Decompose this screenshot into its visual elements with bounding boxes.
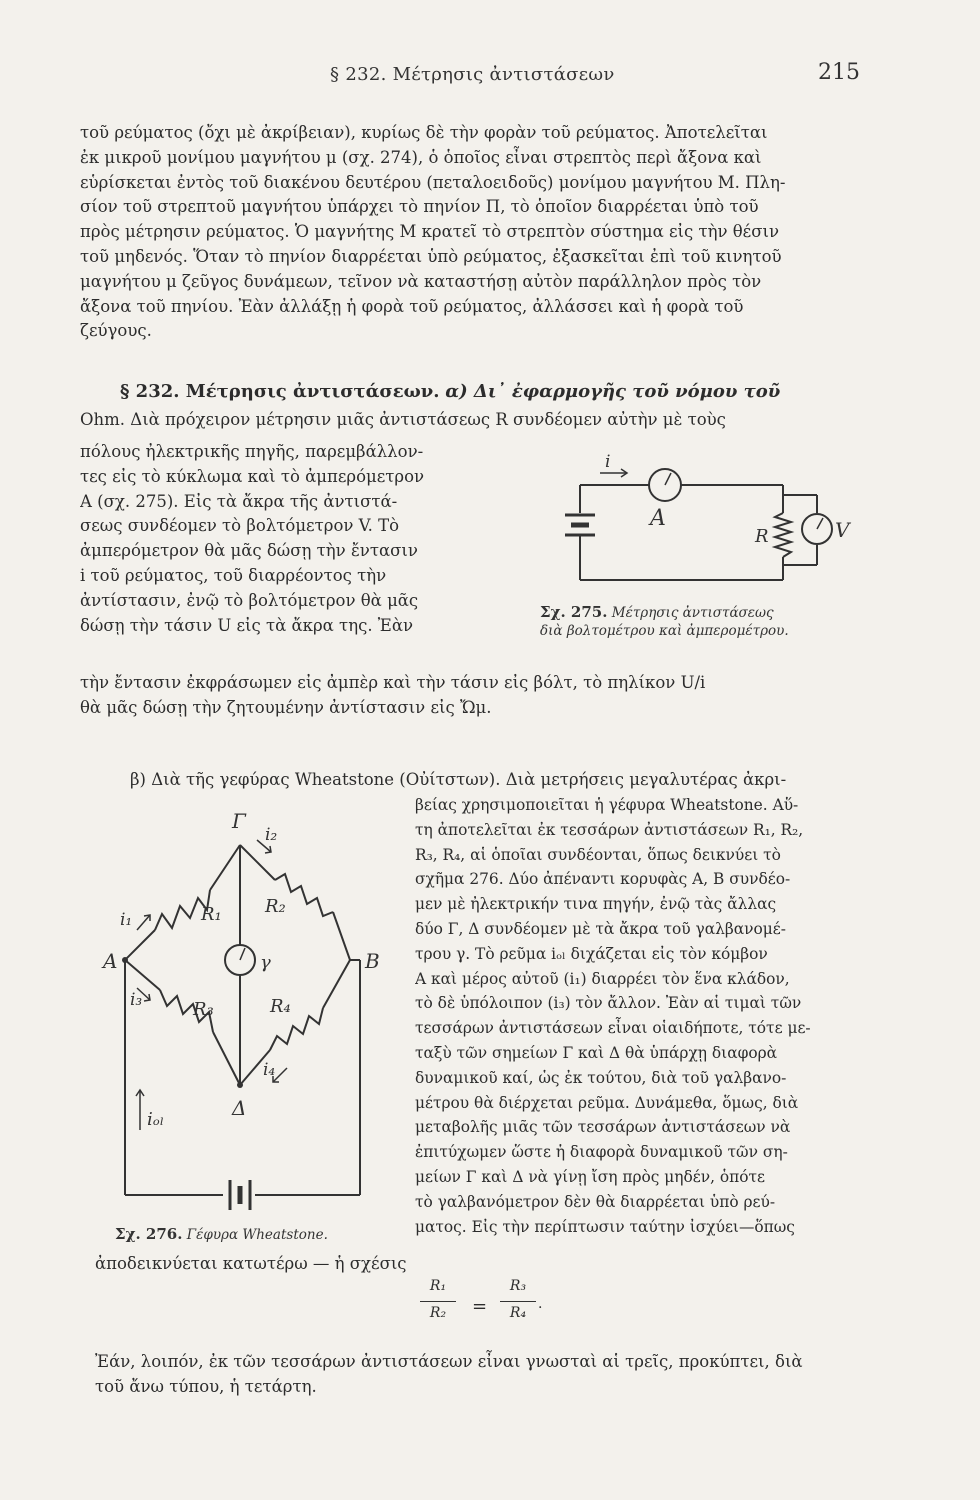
text-line: τη ἀποτελεῖται ἐκ τεσσάρων ἀντιστάσεων R₁, R₂, <box>415 820 804 839</box>
text-line: ἄξονα τοῦ πηνίου. Ἐὰν ἀλλάξῃ ἡ φορὰ τοῦ ρεύματος, ἀλλάσσει καὶ ἡ φορὰ τοῦ <box>80 296 744 316</box>
paragraph-relation-intro <box>95 1252 515 1277</box>
text-line: εὑρίσκεται ἐντὸς τοῦ διακένου δευτέρου (πεταλοειδοῦς) μονίμου μαγνήτου Μ. Πλη- <box>80 172 786 192</box>
text-line: R₃, R₄, αἱ ὁποῖαι συνδέονται, ὅπως δεικνύει τὸ <box>415 845 781 864</box>
figure-276-caption <box>115 1225 405 1244</box>
running-head: § 232. Μέτρησις ἀντιστάσεων <box>330 64 615 85</box>
denominator-r2: R₂ <box>429 1305 447 1321</box>
text-line: τοῦ ρεύματος (ὄχι μὲ ἀκρίβειαν), κυρίως δὲ τὴν φορὰν τοῦ ρεύματος. Ἀποτελεῖται <box>80 123 768 142</box>
numerator-r3: R₃ <box>509 1278 527 1294</box>
text-line: ἀντίστασιν, ἐνῷ τὸ βολτόμετρον θὰ μᾶς <box>80 590 419 610</box>
fig276-label-A: A <box>103 949 118 973</box>
fig276-caption-number: Σχ. 276. <box>115 1225 183 1243</box>
fig276-label-R3: R₃ <box>193 999 214 1020</box>
text-line: θὰ μᾶς δώσῃ τὴν ζητουμένην ἀντίστασιν εἰς Ὤμ. <box>80 697 492 717</box>
text-line: δώσῃ τὴν τάσιν U εἰς τὰ ἄκρα της. Ἐὰν <box>80 615 414 635</box>
text-line: μαγνήτου μ ζεῦγος δυνάμεων, τεῖνον νὰ καταστήσῃ αὐτὸν παράλληλον πρὸς τὸν <box>80 271 762 291</box>
paragraph-ohm-conclusion <box>80 671 870 721</box>
paragraph-galvanoscope <box>80 121 870 344</box>
numerator-r1: R₁ <box>429 1278 447 1294</box>
fig276-label-i1: i₁ <box>120 910 133 930</box>
text-line: i τοῦ ρεύματος, τοῦ διαρρέοντος τὴν <box>80 565 387 585</box>
fig276-label-i3: i₃ <box>130 990 143 1010</box>
text-line: πρὸς μέτρησιν ρεύματος. Ὁ μαγνήτης Μ κρατεῖ τὸ στρεπτὸν σύστημα εἰς τὴν θέσιν <box>80 222 779 242</box>
fig275-label-R: R <box>755 526 769 547</box>
fig276-label-gamma: Γ <box>232 809 246 833</box>
text-line: μεταβολῆς μιᾶς τῶν τεσσάρων ἀντιστάσεων νὰ <box>415 1118 791 1137</box>
text-line: ζεύγους. <box>80 321 152 341</box>
text-line: ματος. Εἰς τὴν περίπτωσιν ταύτην ἰσχύει—ὅπως <box>415 1217 795 1236</box>
text-line: μείων Γ καὶ Δ νὰ γίνῃ ἴση πρὸς μηδέν, ὁπότε <box>415 1167 766 1186</box>
text-line: μέτρου θὰ διέρχεται ρεῦμα. Δυνάμεθα, ὅμως, διὰ <box>415 1093 799 1112</box>
figure-275-circuit <box>555 445 875 600</box>
section-title: § 232. Μέτρησις ἀντιστάσεων. <box>120 381 440 402</box>
fig276-label-R1: R₁ <box>201 904 222 925</box>
page-number: 215 <box>818 60 860 85</box>
page-header <box>150 58 860 98</box>
fig276-label-B: B <box>365 949 380 973</box>
text-line: μεν μὲ ἠλεκτρικήν τινα πηγήν, ἐνῷ τὰς ἄλλας <box>415 895 777 914</box>
text-line: ἐπιτύχωμεν ὥστε ἡ διαφορὰ δυναμικοῦ τῶν ση- <box>415 1143 788 1162</box>
text-line: ἀμπερόμετρον θὰ μᾶς δώσῃ τὴν ἔντασιν <box>80 541 418 561</box>
text-line: βείας χρησιμοποιεῖται ἡ γέφυρα Wheatstone. Αὕ- <box>415 796 799 814</box>
fig275-caption-line2: διὰ βολτομέτρου καὶ ἀμπερομέτρου. <box>540 623 789 639</box>
text-line: ἀποδεικνύεται κατωτέρω — ἡ σχέσις <box>95 1254 407 1273</box>
text-line: τεσσάρων ἀντιστάσεων εἶναι οἱαιδήποτε, τότε με- <box>415 1019 811 1038</box>
text-line: Ἐάν, λοιπόν, ἐκ τῶν τεσσάρων ἀντιστάσεων εἶναι γνωσταὶ αἱ τρεῖς, προκύπτει, διὰ <box>95 1352 803 1371</box>
section-heading <box>120 380 875 405</box>
text-line: Α καὶ μέρος αὐτοῦ (i₁) διαρρέει τὸν ἕνα κλάδον, <box>415 969 790 988</box>
fig276-label-i4: i₄ <box>263 1060 276 1080</box>
formula-period: . <box>538 1296 543 1312</box>
section-subtitle: α) Δι᾽ ἐφαρμογῆς τοῦ νόμου τοῦ <box>445 381 781 402</box>
fig276-label-iol: iₒₗ <box>147 1109 165 1130</box>
text-line: τὴν ἔντασιν ἐκφράσωμεν εἰς ἀμπὲρ καὶ τὴν τάσιν εἰς βόλτ, τὸ πηλίκον U/i <box>80 673 706 692</box>
paragraph-wheatstone-first <box>130 768 870 793</box>
text-line: τὸ γαλβανόμετρον δὲν θὰ διαρρέεται ὑπὸ ρεύ- <box>415 1192 776 1211</box>
fraction-right <box>500 1278 536 1325</box>
text-line: τὸ δὲ ὑπόλοιπον (i₃) τὸν ἄλλον. Ἐὰν αἱ τιμαὶ τῶν <box>415 994 802 1013</box>
fig275-label-A: A <box>650 506 666 531</box>
fig276-label-R4: R₄ <box>270 996 291 1017</box>
text-line: δυναμικοῦ καί, ὡς ἐκ τούτου, διὰ τοῦ γαλβανο- <box>415 1068 787 1087</box>
text-line: β) Διὰ τῆς γεφύρας Wheatstone (Οὐίτστων). Διὰ μετρήσεις μεγαλυτέρας ἀκρι- <box>130 770 787 789</box>
text-line: δύο Γ, Δ συνδέομεν μὲ τὰ ἄκρα τοῦ γαλβανομέ- <box>415 919 786 938</box>
text-line: Α (σχ. 275). Εἰς τὰ ἄκρα τῆς ἀντιστά- <box>80 491 398 511</box>
fig276-caption-text: Γέφυρα Wheatstone. <box>186 1227 328 1243</box>
text-line: τοῦ μηδενός. Ὅταν τὸ πηνίον διαρρέεται ὑπὸ ρεύματος, ἐξασκεῖται ἐπὶ τοῦ κινητοῦ <box>80 246 782 266</box>
fig276-label-delta: Δ <box>232 1096 247 1120</box>
fig275-caption-number: Σχ. 275. <box>540 603 608 621</box>
text-line: Ohm. Διὰ πρόχειρον μέτρησιν μιᾶς ἀντιστάσεως R συνδέομεν αὐτὴν μὲ τοὺς <box>80 410 726 429</box>
paragraph-ohm-method <box>80 440 520 638</box>
text-line: τοῦ ἄνω τύπου, ἡ τετάρτη. <box>95 1376 317 1396</box>
section-first-line <box>80 408 870 433</box>
text-line: σίον τοῦ στρεπτοῦ μαγνήτου ὑπάρχει τὸ πηνίον Π, τὸ ὁποῖον διαρρέεται ὑπὸ τοῦ <box>80 197 759 217</box>
text-line: σχῆμα 276. Δύο ἀπέναντι κορυφὰς Α, Β συνδέο- <box>415 870 791 889</box>
fig276-label-R2: R₂ <box>265 896 286 917</box>
equals-sign: = <box>472 1296 488 1317</box>
text-line: ταξὺ τῶν σημείων Γ καὶ Δ θὰ ὑπάρχῃ διαφορὰ <box>415 1043 778 1062</box>
fig276-label-galvanometer: γ <box>260 952 271 973</box>
paragraph-conclusion <box>95 1350 875 1400</box>
text-line: τες εἰς τὸ κύκλωμα καὶ τὸ ἀμπερόμετρον <box>80 466 425 486</box>
fraction-left <box>420 1278 456 1325</box>
formula-bridge-balance <box>420 1278 580 1350</box>
fig275-label-i: i <box>605 452 611 472</box>
figure-276-wheatstone-bridge <box>95 800 405 1220</box>
fig276-label-i2: i₂ <box>265 825 278 845</box>
text-line: σεως συνδέομεν τὸ βολτόμετρον V. Τὸ <box>80 516 400 536</box>
text-line: τρου γ. Τὸ ρεῦμα iₒₗ διχάζεται εἰς τὸν κόμβον <box>415 944 768 963</box>
fig275-caption-line1: Μέτρησις ἀντιστάσεως <box>611 605 774 621</box>
fig275-label-V: V <box>835 518 850 542</box>
text-line: πόλους ἠλεκτρικῆς πηγῆς, παρεμβάλλον- <box>80 442 424 461</box>
figure-275-caption <box>540 603 880 640</box>
paragraph-wheatstone-body <box>415 793 873 1239</box>
denominator-r4: R₄ <box>509 1305 527 1321</box>
text-line: ἐκ μικροῦ μονίμου μαγνήτου μ (σχ. 274), ὁ ὁποῖος εἶναι στρεπτὸς περὶ ἄξονα καὶ <box>80 147 762 167</box>
